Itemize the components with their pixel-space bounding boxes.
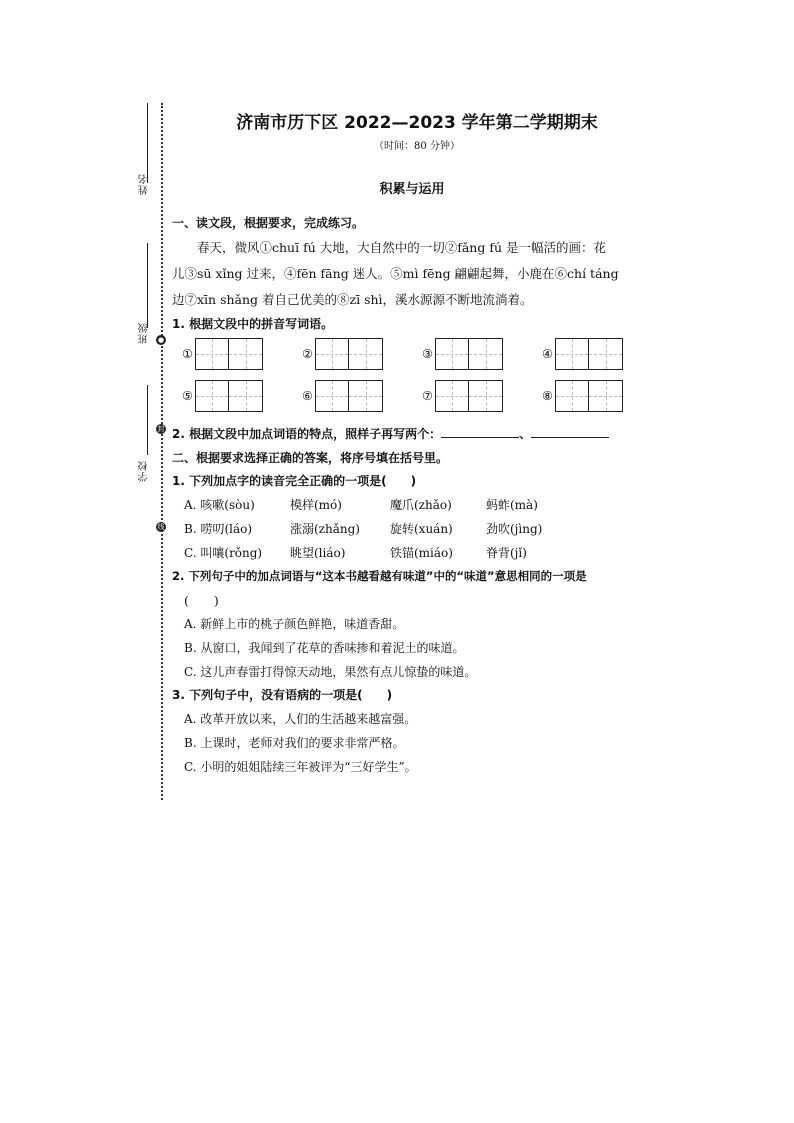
q1-option-c-1: C. 叫嚷(rǒng) xyxy=(184,546,263,560)
answer-box-3[interactable] xyxy=(422,338,503,370)
box-number: ⑧ xyxy=(542,389,553,403)
box-number: ① xyxy=(182,347,193,361)
tianzige-box[interactable] xyxy=(195,338,263,370)
q1-option-b-2: 涨溺(zhǎng) xyxy=(290,522,360,536)
school-label: 学校 xyxy=(139,460,150,482)
q2-option-a: A. 新鲜上市的桃子颜色鲜艳，味道香甜。 xyxy=(184,617,405,631)
box-number: ④ xyxy=(542,347,553,361)
tianzige-box[interactable] xyxy=(435,338,503,370)
box-number: ⑦ xyxy=(422,389,433,403)
q1-option-b-1: B. 唠叨(láo) xyxy=(184,522,253,536)
p2-question-3: 3. 下列句子中，没有语病的一项是( ) xyxy=(172,688,393,702)
answer-box-4[interactable] xyxy=(542,338,623,370)
part2-heading: 二、根据要求选择正确的答案，将序号填在括号里。 xyxy=(172,451,449,465)
p2-question-1: 1. 下列加点字的读音完全正确的一项是( ) xyxy=(172,474,417,488)
answer-box-1[interactable] xyxy=(182,338,263,370)
q1-option-a-3: 魔爪(zhǎo) xyxy=(390,498,452,512)
answer-box-6[interactable] xyxy=(302,380,383,412)
section-title: 积累与运用 xyxy=(379,182,445,197)
box-number: ⑥ xyxy=(302,389,313,403)
passage-line-2: 儿③sū xǐng 过来，④fēn fāng 迷人。⑤mì fēng 翩翩起舞，小鹿在⑥chí táng xyxy=(172,266,619,281)
q2-prompt: 2. 根据文段中加点词语的特点，照样子再写两个： xyxy=(172,427,442,441)
margin-line-mid xyxy=(147,243,148,328)
binding-dotted-line xyxy=(161,103,163,800)
q2-option-b: B. 从窗口，我闻到了花草的香味掺和着泥土的味道。 xyxy=(184,641,465,655)
p2-question-2: 2. 下列句子中的加点词语与“这本书越看越有味道”中的“味道”意思相同的一项是 xyxy=(172,569,587,583)
p2-question-2-bracket: ( ) xyxy=(184,593,219,608)
p1-question-2 xyxy=(172,425,609,442)
exam-time: （时间：80 分钟） xyxy=(374,141,460,152)
tianzige-box[interactable] xyxy=(435,380,503,412)
seal-bullet-1: ● xyxy=(157,336,165,344)
q1-option-a-1: A. 咳嗽(sòu) xyxy=(184,498,255,512)
tianzige-box[interactable] xyxy=(195,380,263,412)
margin-line-low xyxy=(147,385,148,455)
answer-box-2[interactable] xyxy=(302,338,383,370)
q1-option-c-4: 脊背(jǐ) xyxy=(486,546,527,560)
tianzige-box[interactable] xyxy=(555,338,623,370)
answer-box-5[interactable] xyxy=(182,380,263,412)
q1-option-a-4: 蚂蚱(mà) xyxy=(486,498,538,512)
q1-option-b-3: 旋转(xuán) xyxy=(390,522,453,536)
q2-option-c: C. 这儿声春雷打得惊天动地，果然有点儿惊蛰的味道。 xyxy=(184,665,477,679)
seal-bullet-3: 线 xyxy=(157,523,165,531)
seal-bullet-2: 封 xyxy=(157,425,165,433)
box-number: ③ xyxy=(422,347,433,361)
name-label: 姓名 xyxy=(139,173,150,195)
q1-option-c-3: 铁锚(miáo) xyxy=(390,546,453,560)
answer-box-8[interactable] xyxy=(542,380,623,412)
page-title: 济南市历下区 2022—2023 学年第二学期期末 xyxy=(236,113,598,133)
q3-option-a: A. 改革开放以来，人们的生活越来越富强。 xyxy=(184,712,417,726)
answer-blank-2[interactable] xyxy=(531,425,609,438)
q3-option-b: B. 上课时，老师对我们的要求非常严格。 xyxy=(184,736,405,750)
class-label: 班级 xyxy=(139,322,150,344)
q1-option-c-2: 眺望(liáo) xyxy=(290,546,346,560)
q3-option-c: C. 小明的姐姐陆续三年被评为“三好学生”。 xyxy=(184,760,417,774)
passage-line-1: 春天，微风①chuī fú 大地，大自然中的一切②fǎng fú 是一幅活的画：花 xyxy=(172,240,606,255)
q1-option-a-2: 模样(mó) xyxy=(290,498,342,512)
box-number: ② xyxy=(302,347,313,361)
box-number: ⑤ xyxy=(182,389,193,403)
tianzige-box[interactable] xyxy=(315,380,383,412)
passage-line-3: 边⑦xīn shǎng 着自己优美的⑧zī shì，溪水源源不断地流淌着。 xyxy=(172,292,533,307)
blank-separator: 、 xyxy=(519,427,532,441)
q1-option-b-4: 劲吹(jìng) xyxy=(486,522,543,536)
p1-question-1: 1. 根据文段中的拼音写词语。 xyxy=(172,317,334,331)
passage xyxy=(172,235,622,313)
part1-heading: 一、读文段，根据要求，完成练习。 xyxy=(172,216,365,230)
tianzige-box[interactable] xyxy=(315,338,383,370)
tianzige-box[interactable] xyxy=(555,380,623,412)
answer-blank-1[interactable] xyxy=(441,425,519,438)
answer-box-7[interactable] xyxy=(422,380,503,412)
